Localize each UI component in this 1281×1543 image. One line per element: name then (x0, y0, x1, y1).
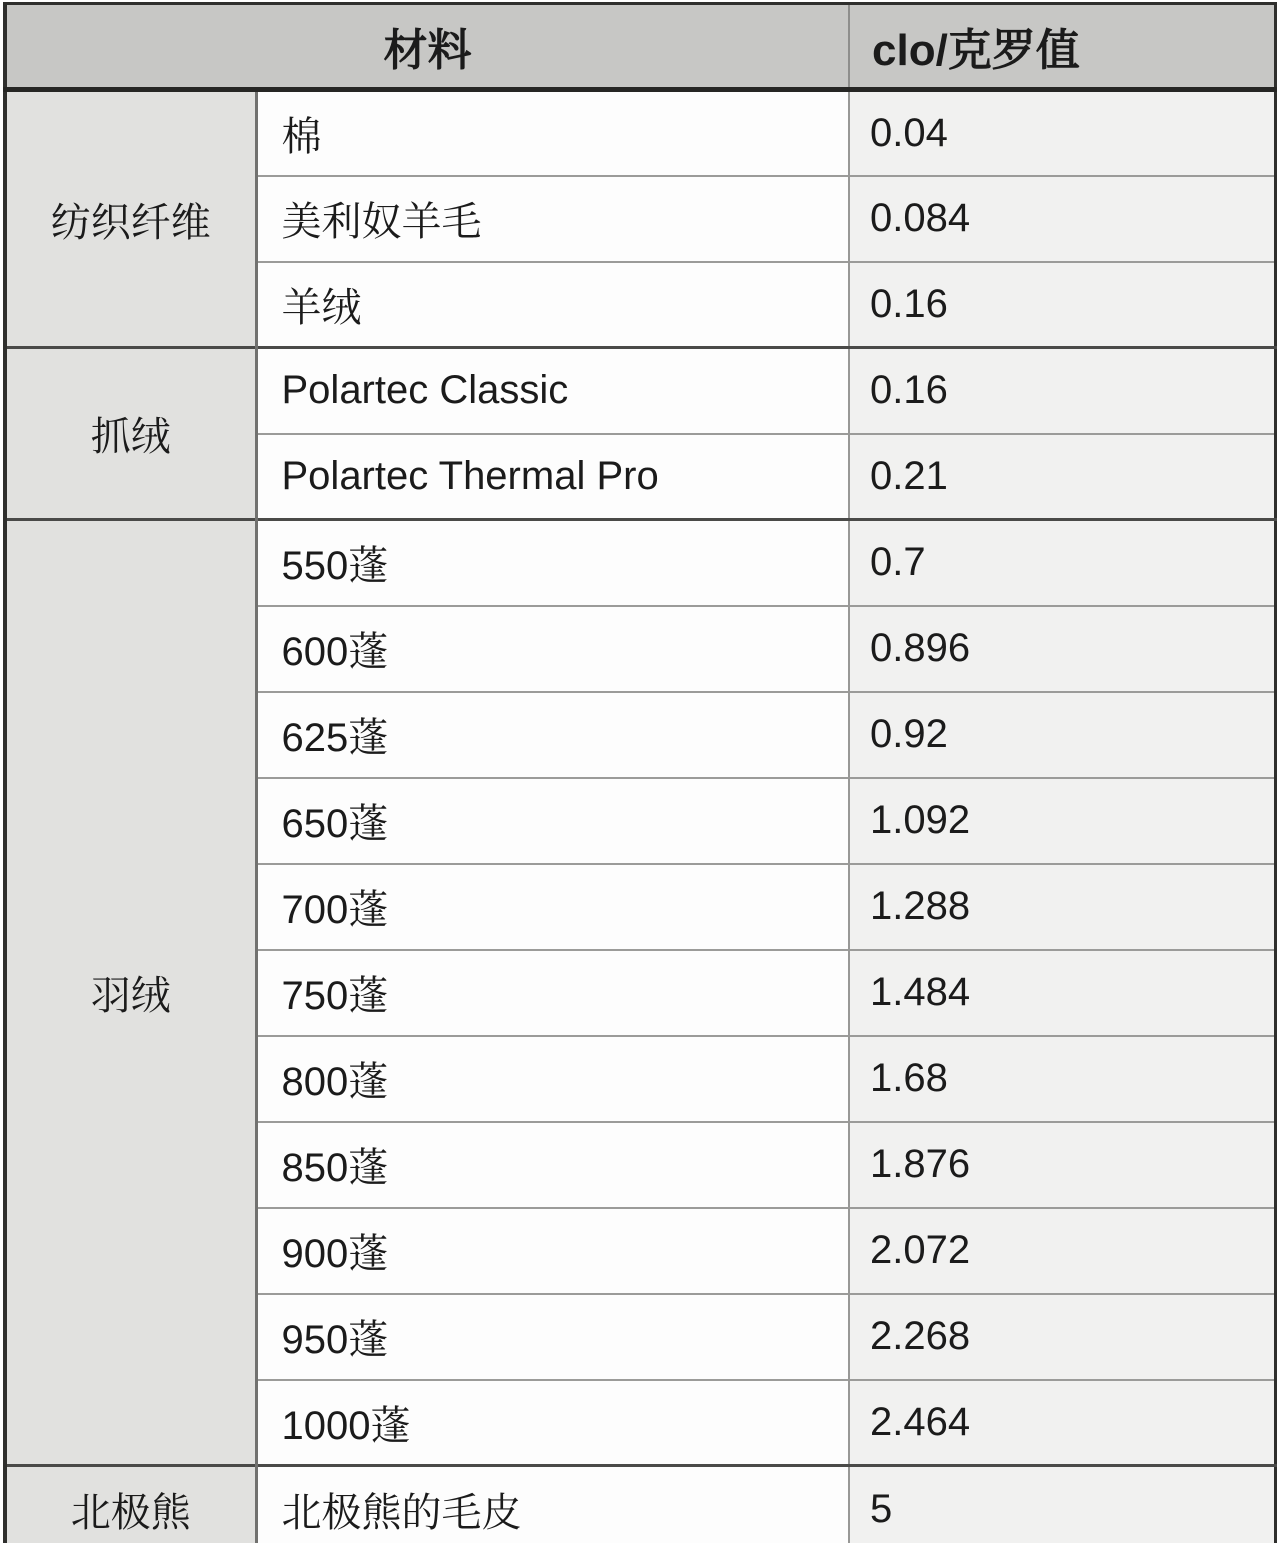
clo-cell: 0.16 (849, 348, 1275, 434)
table-body (5, 90, 1275, 1543)
table-row (5, 1466, 1275, 1543)
clo-cell: 0.084 (849, 176, 1275, 262)
clo-cell: 1.092 (849, 778, 1275, 864)
clo-cell: 0.16 (849, 262, 1275, 348)
material-cell: 700蓬 (256, 864, 849, 950)
material-cell: 棉 (256, 90, 849, 176)
table-header (5, 4, 1275, 90)
material-cell: 1000蓬 (256, 1380, 849, 1466)
clo-cell: 0.92 (849, 692, 1275, 778)
material-cell: 950蓬 (256, 1294, 849, 1380)
clo-cell: 0.896 (849, 606, 1275, 692)
material-cell: 650蓬 (256, 778, 849, 864)
table-row (5, 520, 1275, 606)
header-row (5, 4, 1275, 90)
material-cell: 900蓬 (256, 1208, 849, 1294)
clo-cell: 1.484 (849, 950, 1275, 1036)
material-cell: 美利奴羊毛 (256, 176, 849, 262)
clo-cell: 1.288 (849, 864, 1275, 950)
clo-cell: 2.464 (849, 1380, 1275, 1466)
material-cell: 550蓬 (256, 520, 849, 606)
page (0, 2, 1281, 1543)
clo-cell: 1.68 (849, 1036, 1275, 1122)
material-cell: 850蓬 (256, 1122, 849, 1208)
clo-cell: 5 (849, 1466, 1275, 1543)
clo-table (3, 2, 1277, 1543)
clo-cell: 2.072 (849, 1208, 1275, 1294)
table-row (5, 90, 1275, 176)
table-row (5, 348, 1275, 434)
group-cell-down: 羽绒 (5, 520, 256, 1466)
clo-cell: 2.268 (849, 1294, 1275, 1380)
material-cell: 北极熊的毛皮 (256, 1466, 849, 1543)
clo-cell: 0.7 (849, 520, 1275, 606)
group-cell-fleece: 抓绒 (5, 348, 256, 520)
header-clo: clo/克罗值 (849, 4, 1275, 90)
material-cell: 800蓬 (256, 1036, 849, 1122)
clo-cell: 0.04 (849, 90, 1275, 176)
clo-cell: 1.876 (849, 1122, 1275, 1208)
header-material: 材料 (5, 4, 849, 90)
material-cell: 750蓬 (256, 950, 849, 1036)
material-cell: 羊绒 (256, 262, 849, 348)
clo-cell: 0.21 (849, 434, 1275, 520)
group-cell-polar-bear: 北极熊 (5, 1466, 256, 1543)
group-cell-textile: 纺织纤维 (5, 90, 256, 348)
material-cell: 600蓬 (256, 606, 849, 692)
material-cell: 625蓬 (256, 692, 849, 778)
material-cell: Polartec Thermal Pro (256, 434, 849, 520)
material-cell: Polartec Classic (256, 348, 849, 434)
